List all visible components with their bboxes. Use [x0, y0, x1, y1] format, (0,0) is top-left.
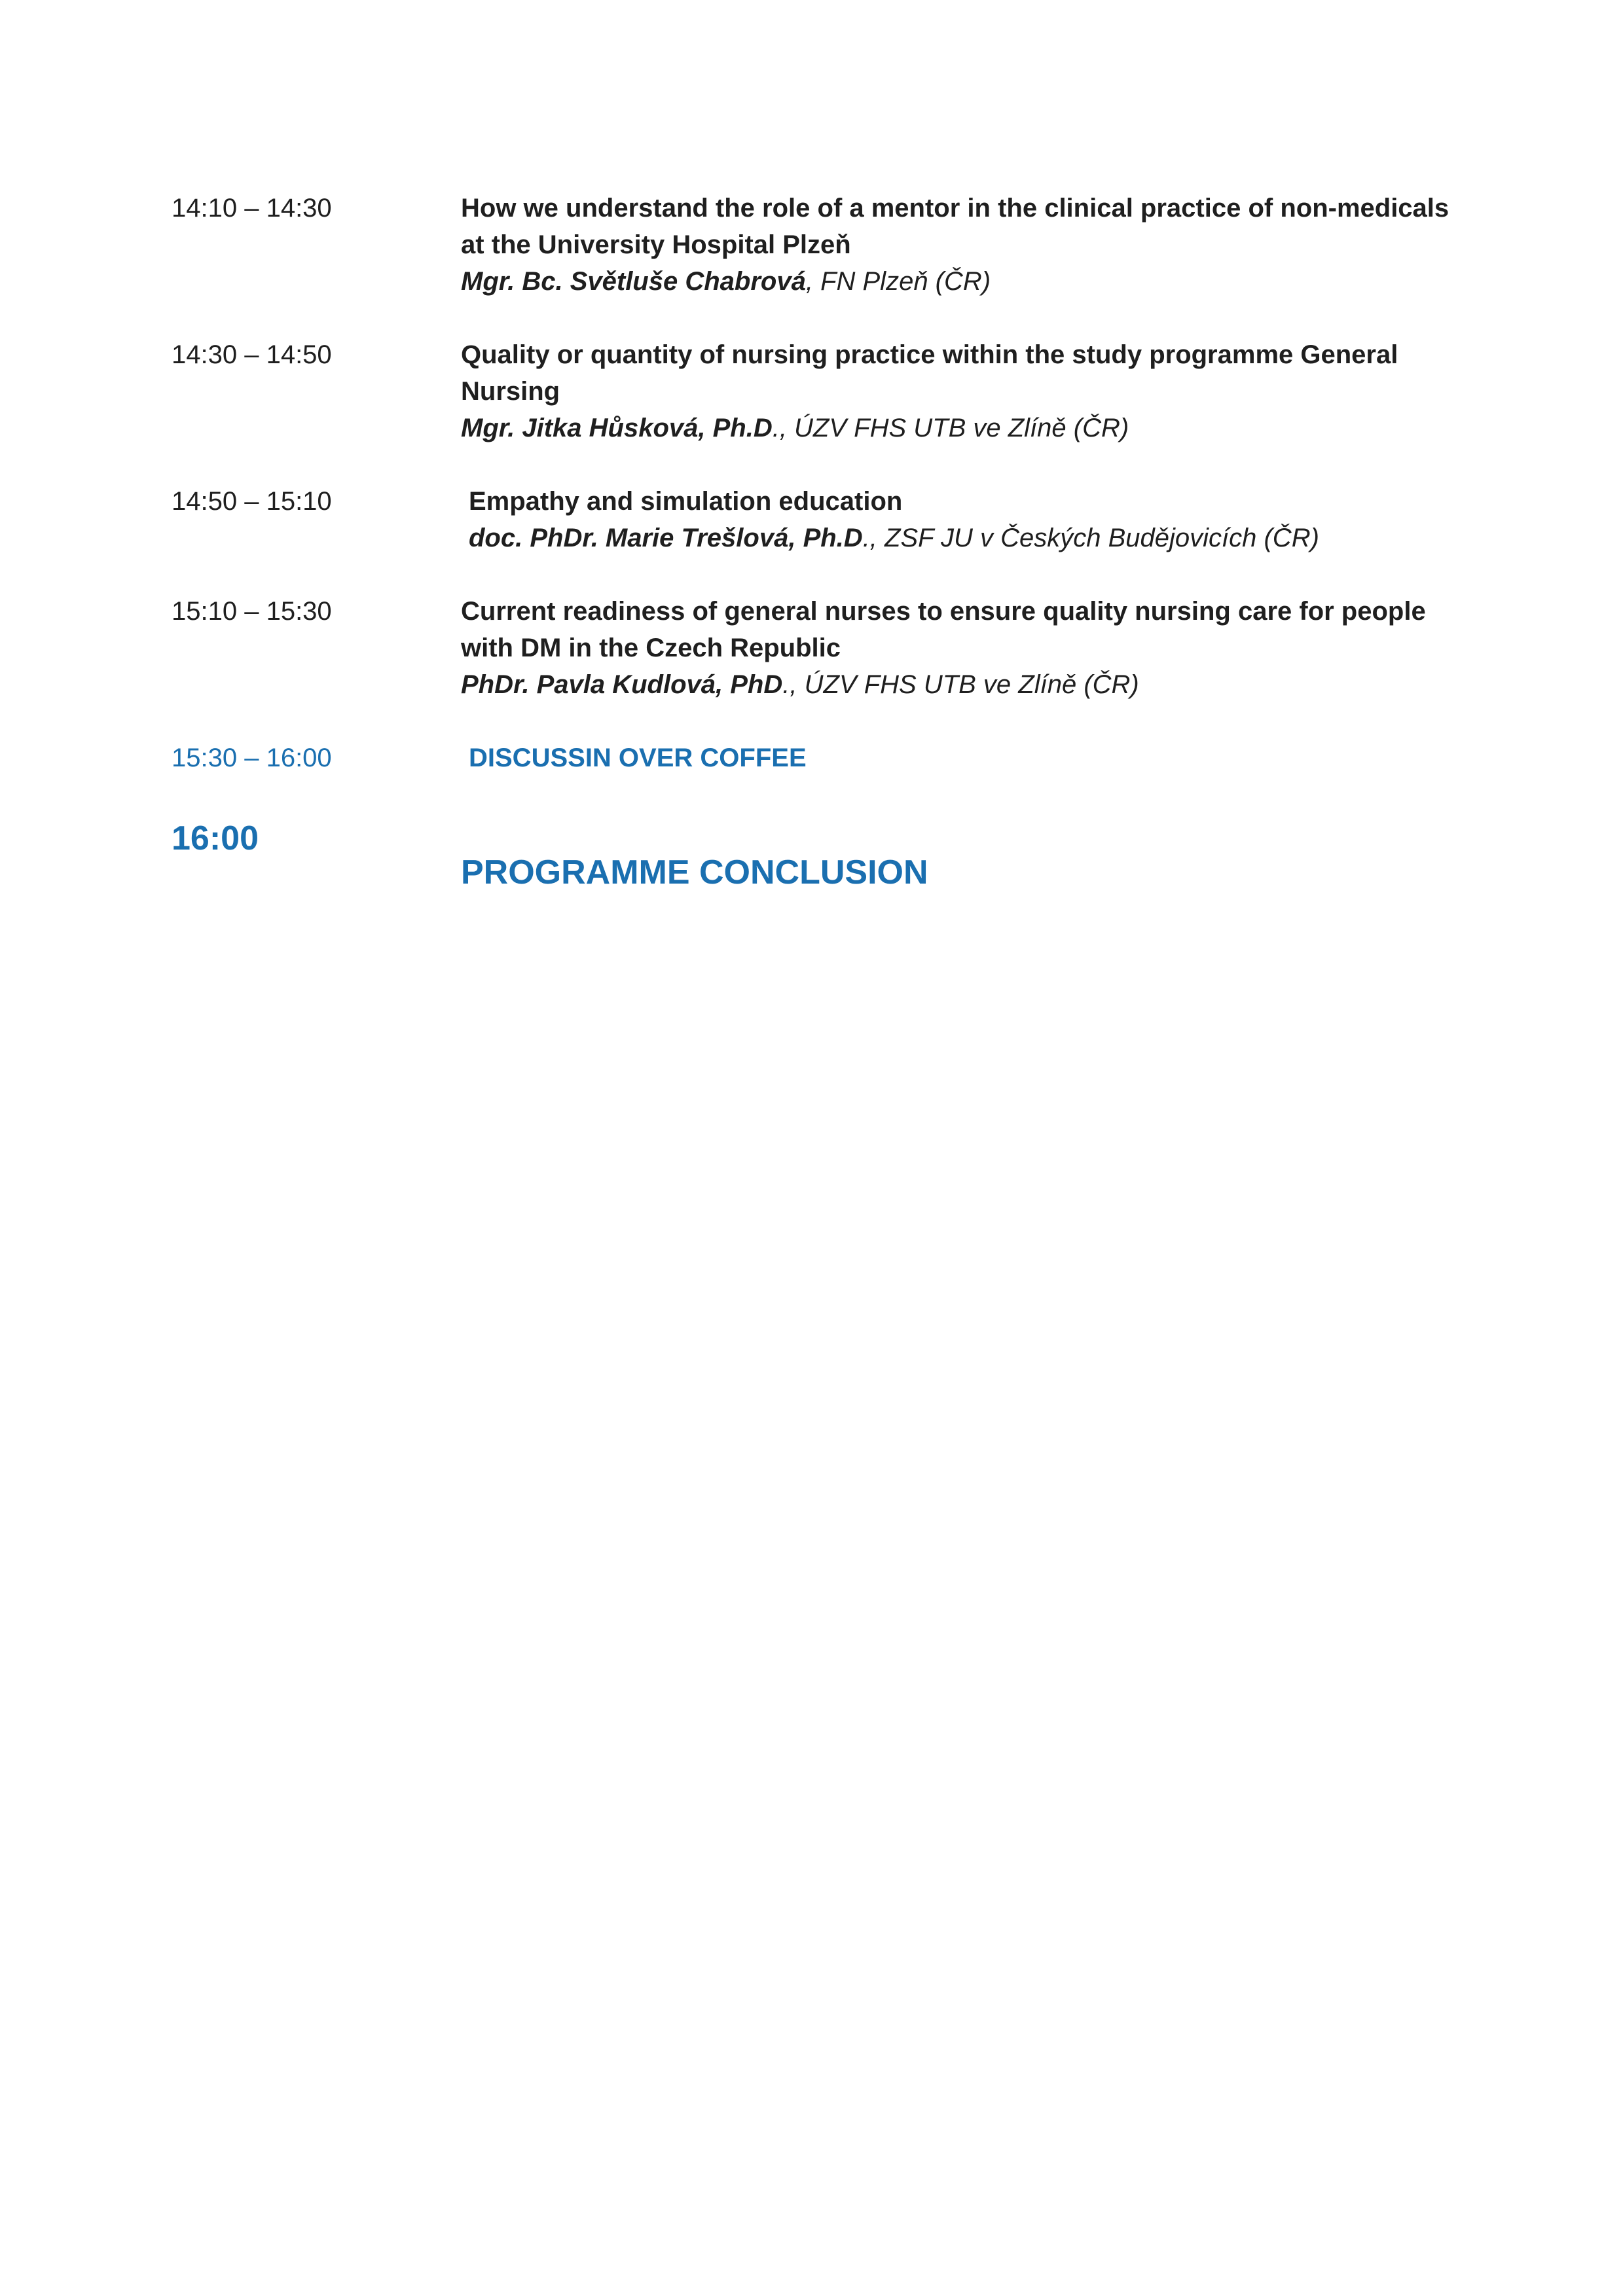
session-time: 14:30 – 14:50	[172, 340, 332, 369]
session-title-line: at the University Hospital Plzeň	[461, 230, 851, 259]
session-title-line: Nursing	[461, 377, 560, 406]
speaker-name: Mgr. Jitka Hůsková, Ph.D	[461, 414, 773, 442]
speaker-affiliation: ., ZSF JU v Českých Budějovicích (ČR)	[862, 524, 1319, 552]
session-title-line: Empathy and simulation education	[469, 487, 903, 516]
session-content	[461, 593, 1482, 703]
conclusion-content	[461, 816, 1482, 929]
coffee-time: 15:30 – 16:00	[172, 744, 332, 772]
session-content	[461, 483, 1490, 556]
session-title-line: Current readiness of general nurses to ensure quality nursing care for people	[461, 597, 1426, 626]
session-speaker	[469, 520, 1490, 556]
speaker-affiliation: ., ÚZV FHS UTB ve Zlíně (ČR)	[772, 414, 1129, 442]
speaker-name: PhDr. Pavla Kudlová, PhD	[461, 670, 783, 699]
session-time: 14:50 – 15:10	[172, 487, 332, 516]
speaker-affiliation: ., ÚZV FHS UTB ve Zlíně (ČR)	[782, 670, 1139, 699]
session-title-line: with DM in the Czech Republic	[461, 634, 841, 662]
session-content	[461, 190, 1482, 300]
session-speaker	[461, 263, 1482, 300]
conclusion-time: 16:00	[172, 819, 259, 857]
speaker-name: Mgr. Bc. Světluše Chabrová	[461, 267, 806, 296]
session-time: 14:10 – 14:30	[172, 194, 332, 223]
conclusion-title: PROGRAMME CONCLUSION	[461, 853, 928, 891]
session-title-line: Quality or quantity of nursing practice within the study programme General	[461, 340, 1398, 369]
session-speaker	[461, 666, 1482, 703]
coffee-content	[461, 740, 1482, 776]
session-content	[461, 336, 1482, 446]
session-time: 15:10 – 15:30	[172, 597, 332, 626]
speaker-affiliation: , FN Plzeň (ČR)	[805, 267, 991, 296]
session-title-line: How we understand the role of a mentor in the clinical practice of non-medicals	[461, 194, 1450, 223]
speaker-name: doc. PhDr. Marie Trešlová, Ph.D	[469, 524, 863, 552]
coffee-title: DISCUSSIN OVER COFFEE	[469, 744, 807, 772]
session-speaker	[461, 410, 1482, 446]
